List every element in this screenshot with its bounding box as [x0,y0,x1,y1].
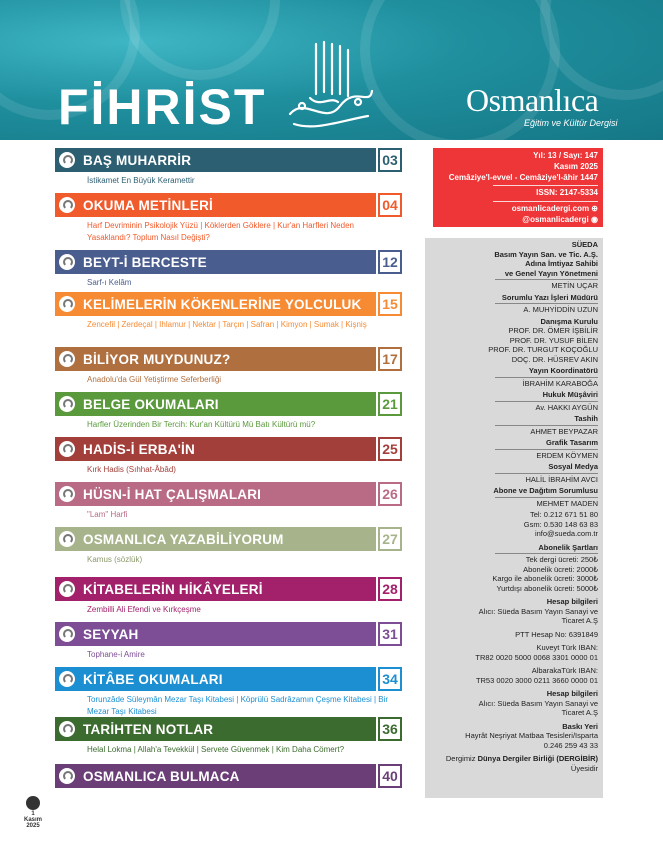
brand-logo [466,82,618,128]
contents-entry[interactable] [55,193,402,244]
divider [495,497,598,498]
website-link[interactable]: osmanlicadergi.com ⊕ [511,204,598,214]
entry-title: OKUMA METİNLERİ [83,197,213,213]
contact-email[interactable]: info@sueda.com.tr [534,529,598,538]
entry-title: HÜSN-İ HAT ÇALIŞMALARI [83,486,262,502]
entry-title: KİTABELERİN HİKÂYELERİ [83,581,263,597]
credit-name: PROF. DR. ÖMER İŞBİLİR [508,326,598,335]
credit-role: Tashih [574,414,598,423]
entry-title: BİLİYOR MUYDUNUZ? [83,351,231,367]
entry-page-number: 21 [378,392,402,416]
bank-line: TR53 0020 3000 0211 3660 0000 01 [475,675,598,685]
brand-tagline: Eğitim ve Kültür Dergisi [524,118,618,128]
union-membership: Dergimiz Dünya Dergiler Birliği (DERGİBİR) [445,754,598,763]
section-logo-icon [59,152,75,168]
entry-title-box [55,347,376,371]
entry-page-number: 12 [378,250,402,274]
brand-name: Osmanlıca [466,82,599,118]
entry-page-number: 03 [378,148,402,172]
section-logo-icon [59,254,75,270]
section-logo-icon [59,581,75,597]
issn: ISSN: 2147-5334 [536,188,598,198]
entry-title-box [55,193,376,217]
print-line: Hayrât Neşriyat Matbaa Tesisleri/Isparta [465,731,598,740]
subscription-title: Abonelik Şartları [538,542,598,552]
divider [493,201,598,202]
section-logo-icon [59,721,75,737]
entry-title-box [55,148,376,172]
bank-line: Alıcı: Süeda Basım Yayın Sanayi ve [478,606,598,616]
section-logo-icon [59,531,75,547]
entry-bar [55,667,402,691]
entry-title: BEYT-İ BERCESTE [83,254,207,270]
contact-tel: Tel: 0.212 671 51 80 [530,510,598,519]
entry-bar [55,392,402,416]
credit-person: İBRAHİM KARABOĞA [522,378,598,388]
contents-entry[interactable] [55,392,402,431]
hijri-date: Cemâziye'l-evvel - Cemâziye'l-âhir 1447 [448,172,598,182]
entry-bar [55,250,402,274]
contents-entry[interactable] [55,482,402,521]
divider [495,303,598,304]
entry-subtitle: Harfler Üzerinden Bir Tercih: Kur'an Kültürü Mü Batı Kültürü mü? [87,420,316,429]
entry-title: KELİMELERİN KÖKENLERİNE YOLCULUK [83,296,362,312]
bank-line: Kuveyt Türk IBAN: [536,643,598,652]
bank-line: AlbarakaTürk IBAN: [531,666,598,675]
bank-info-title: Hesap bilgileri [546,597,598,606]
credit-role: Danışma Kurulu [540,316,598,326]
contents-entry[interactable] [55,667,402,718]
credit-role: Yayın Koordinatörü [528,366,598,375]
entry-bar [55,717,402,741]
entry-bar [55,148,402,172]
page-month: Kasım [23,817,42,823]
entry-page-number: 31 [378,622,402,646]
credit-name: Basım Yayın San. ve Tic. A.Ş. [494,249,598,259]
entry-subtitle: Tophane-i Amire [87,650,145,659]
entry-title: HADİS-İ ERBA'İN [83,441,195,457]
subscription-lines [425,555,598,593]
entry-title-box [55,437,376,461]
subscription-line: Abonelik ücreti: 2000₺ [523,564,598,574]
bank-info-lines [425,607,598,686]
entry-bar [55,437,402,461]
section-logo-icon [59,486,75,502]
divider [495,279,598,280]
print-place-title: Baskı Yeri [562,721,598,731]
entry-title-box [55,577,376,601]
credit-name: Adına İmtiyaz Sahibi [525,259,598,268]
entry-title-box [55,622,376,646]
bank-line: Ticaret A.Ş [561,708,598,717]
issue-info-box [433,148,603,227]
contents-entry[interactable] [55,148,402,187]
subscription-line: Yurtdışı abonelik ücreti: 5000₺ [496,583,598,593]
bank-line: Ticaret A.Ş [561,616,598,625]
credit-role: Abone ve Dağıtım Sorumlusu [493,486,598,495]
entry-title: TARİHTEN NOTLAR [83,721,214,737]
credit-role: Sorumlu Yazı İşleri Müdürü [501,292,598,302]
divider [495,377,598,378]
entry-subtitle: Torunzâde Süleymân Mezar Taşı Kitabesi | Köprülü Sadrâzamın Çeşme Kitabesi | Bir Mezar Taşı Kitabesi [87,695,389,716]
section-logo-icon [59,396,75,412]
page-number: 1 [31,811,35,817]
globe-icon: ⊕ [591,204,598,214]
entry-subtitle: Kamus (sözlük) [87,555,143,564]
credit-name: DOÇ. DR. HÜSREV AKIN [511,354,598,364]
entry-title-box [55,482,376,506]
entry-bar [55,482,402,506]
section-logo-icon [59,296,75,312]
entry-page-number: 27 [378,527,402,551]
union-membership-suffix: Üyesidir [570,763,598,773]
bank-info-lines-2 [425,699,598,718]
entry-subtitle: Helal Lokma | Allah'a Tevekkül | Servete Güvenmek | Kim Daha Cömert? [87,745,345,754]
page-title: FİHRİST [58,79,267,135]
contents-entry[interactable] [55,764,402,791]
entry-subtitle: Zembilli Ali Efendi ve Kırkçeşme [87,605,201,614]
entry-bar [55,764,402,788]
section-logo-icon [59,768,75,784]
credit-person: HALİL İBRAHİM AVCI [525,474,598,484]
entry-bar [55,347,402,371]
credit-name: PROF. DR. TURGUT KOÇOĞLU [488,345,598,354]
section-logo-icon [59,351,75,367]
entry-title-box [55,667,376,691]
entry-title: BAŞ MUHARRİR [83,152,192,168]
entry-title: SEYYAH [83,626,139,642]
entry-bar [55,577,402,601]
entry-page-number: 26 [378,482,402,506]
credit-role: Hukuk Müşâviri [542,390,598,399]
credit-person: AHMET BEYPAZAR [530,426,598,436]
social-handle[interactable]: @osmanlicadergi ◉ [522,214,598,224]
contact-gsm: Gsm: 0.530 148 63 83 [523,519,598,529]
credit-role: Sosyal Medya [548,462,598,471]
page-year: 2025 [26,823,40,829]
entry-title-box [55,764,376,788]
entry-title-box [55,527,376,551]
entry-title-box [55,292,376,316]
entry-subtitle: "Lam" Harfi [87,510,128,519]
contents-entry[interactable] [55,622,402,661]
credit-role: SÜEDA [571,240,598,249]
divider [495,449,598,450]
entry-title: KİTÂBE OKUMALARI [83,671,223,687]
credit-name: ve Genel Yayın Yönetmeni [504,268,598,278]
entry-page-number: 28 [378,577,402,601]
entry-bar [55,193,402,217]
divider [493,185,598,186]
entry-subtitle: İstikamet En Büyük Keramettir [87,176,195,185]
entry-subtitle: Zencefil | Zerdeçal | Ihlamur | Nektar | Tarçın | Safran | Kimyon | Sumak | Kişniş [87,320,367,329]
entry-page-number: 15 [378,292,402,316]
subscription-line: Tek dergi ücreti: 250₺ [525,555,598,564]
divider [495,553,598,554]
section-logo-icon [59,441,75,457]
issue-number: Yıl: 13 / Sayı: 147 [533,151,598,160]
entry-bar [55,527,402,551]
section-logo-icon [59,671,75,687]
entry-subtitle: Harf Devriminin Psikolojik Yüzü | Köklerden Göklere | Kur'an Harfleri Neden Yasaklandı? Toplum Nasıl Değişti? [87,221,354,242]
entry-page-number: 17 [378,347,402,371]
bank-line: TR82 0020 5000 0068 3301 0000 01 [475,652,598,662]
contents-entry[interactable] [55,717,402,756]
entry-page-number: 04 [378,193,402,217]
contents-entry[interactable] [55,437,402,476]
entry-page-number: 34 [378,667,402,691]
bank-line: PTT Hesap No: 6391849 [515,629,598,639]
divider [495,401,598,402]
ornament-decoration [120,0,280,80]
contents-entry[interactable] [55,347,402,386]
magazine-logo-icon [26,796,40,810]
entry-title: BELGE OKUMALARI [83,396,219,412]
entry-title: OSMANLICA BULMACA [83,768,240,784]
entry-bar [55,292,402,316]
page-number-mark [22,796,44,829]
credits-panel [425,238,603,798]
entry-title-box [55,717,376,741]
credit-role: Grafik Tasarım [546,438,598,447]
bank-line: Alıcı: Süeda Basım Yayın Sanayi ve [478,698,598,708]
entry-subtitle: Kırk Hadis (Sıhhat-Âbâd) [87,465,176,474]
entry-title-box [55,392,376,416]
contents-entry[interactable] [55,292,402,331]
entry-bar [55,622,402,646]
subscription-line: Kargo ile abonelik ücreti: 3000₺ [492,574,598,583]
credit-list [425,240,598,510]
contents-entry[interactable] [55,577,402,616]
credit-person: Av. HAKKI AYGÜN [535,402,598,412]
credit-person: A. MUHYİDDİN UZUN [523,305,598,314]
bank-info-title-2: Hesap bilgileri [546,689,598,698]
credit-person: METİN UÇAR [551,281,598,290]
print-line: 0.246 259 43 33 [543,740,598,750]
contents-entry[interactable] [55,527,402,566]
entry-title-box [55,250,376,274]
entry-page-number: 40 [378,764,402,788]
entry-page-number: 25 [378,437,402,461]
basmala-calligraphy-icon [280,36,380,136]
issue-month: Kasım 2025 [553,161,598,171]
entry-page-number: 36 [378,717,402,741]
entry-subtitle: Anadolu'da Gül Yetiştirme Seferberliği [87,375,222,384]
credit-person: MEHMET MADEN [536,498,598,508]
section-logo-icon [59,626,75,642]
entry-subtitle: Sarf-ı Kelâm [87,278,132,287]
section-logo-icon [59,197,75,213]
social-icon: ◉ [591,214,598,224]
divider [495,473,598,474]
credit-name: PROF. DR. YUSUF BİLEN [509,335,598,345]
credit-person: ERDEM KÖYMEN [536,450,598,460]
contents-entry[interactable] [55,250,402,289]
divider [495,425,598,426]
header-banner [0,0,663,140]
print-place-lines [425,731,598,750]
entry-title: OSMANLICA YAZABİLİYORUM [83,531,284,547]
